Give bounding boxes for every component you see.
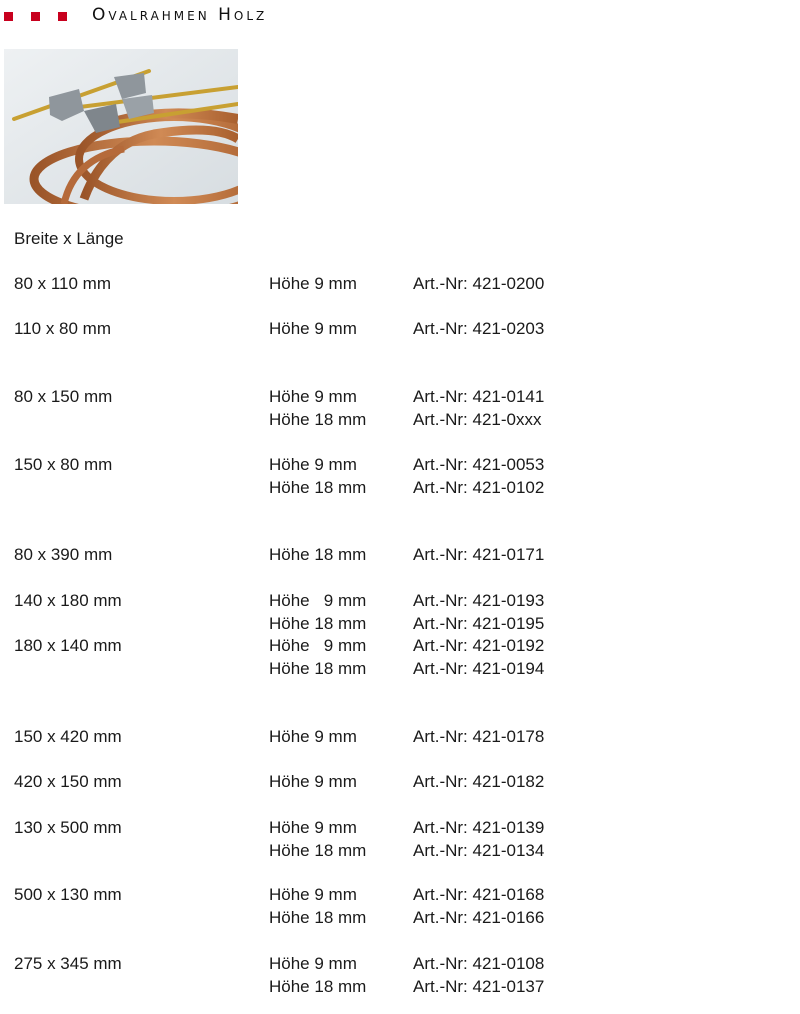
table-row	[14, 319, 634, 343]
article-number: Art.-Nr: 421-0171	[413, 545, 545, 564]
frame-height: Höhe 9 mm	[269, 885, 357, 904]
article-number: Art.-Nr: 421-0203	[413, 319, 545, 338]
frame-size: 80 x 390 mm	[14, 545, 113, 564]
frame-height: Höhe 9 mm	[269, 387, 357, 406]
table-row	[14, 591, 634, 615]
article-number: Art.-Nr: 421-0200	[413, 274, 545, 293]
frame-height: Höhe 18 mm	[269, 908, 367, 927]
frame-height: Höhe 18 mm	[269, 977, 367, 996]
table-row	[14, 818, 634, 842]
article-number: Art.-Nr: 421-0182	[413, 772, 545, 791]
article-number: Art.-Nr: 421-0193	[413, 591, 545, 610]
article-number: Art.-Nr: 421-0137	[413, 977, 545, 996]
article-number: Art.-Nr: 421-0102	[413, 478, 545, 497]
oval-wooden-frames-photo-icon	[4, 49, 238, 204]
red-square-bullet-icon	[58, 12, 67, 21]
table-row	[14, 545, 634, 569]
table-row	[14, 614, 634, 638]
frame-height: Höhe 9 mm	[269, 455, 357, 474]
article-number: Art.-Nr: 421-0xxx	[413, 410, 542, 429]
frame-height: Höhe 9 mm	[269, 319, 357, 338]
article-number: Art.-Nr: 421-0139	[413, 818, 545, 837]
frame-height: Höhe 9 mm	[269, 274, 357, 293]
frame-height: Höhe 9 mm	[269, 772, 357, 791]
table-row	[14, 274, 634, 298]
article-number: Art.-Nr: 421-0178	[413, 727, 545, 746]
table-row	[14, 977, 634, 1001]
table-row	[14, 410, 634, 434]
table-row	[14, 885, 634, 909]
frame-size: 275 x 345 mm	[14, 954, 122, 973]
frame-size: 420 x 150 mm	[14, 772, 122, 791]
article-number: Art.-Nr: 421-0168	[413, 885, 545, 904]
frame-height: Höhe 18 mm	[269, 614, 367, 633]
table-row	[14, 478, 634, 502]
frame-height: Höhe 18 mm	[269, 545, 367, 564]
article-number: Art.-Nr: 421-0141	[413, 387, 545, 406]
red-square-bullet-icon	[31, 12, 40, 21]
page-header	[4, 4, 524, 26]
frame-size: 80 x 110 mm	[14, 274, 112, 293]
article-number: Art.-Nr: 421-0053	[413, 455, 545, 474]
frame-size: 130 x 500 mm	[14, 818, 122, 837]
frame-size: 150 x 80 mm	[14, 455, 113, 474]
product-photo	[4, 49, 238, 204]
article-number: Art.-Nr: 421-0192	[413, 636, 545, 655]
frame-height: Höhe 9 mm	[269, 954, 357, 973]
article-number: Art.-Nr: 421-0134	[413, 841, 545, 860]
table-row	[14, 772, 634, 796]
table-row	[14, 954, 634, 978]
frame-height: Höhe 18 mm	[269, 410, 367, 429]
table-row	[14, 387, 634, 411]
table-row	[14, 841, 634, 865]
frame-height: Höhe 9 mm	[269, 727, 357, 746]
frame-size: 140 x 180 mm	[14, 591, 122, 610]
page-title: Ovalrahmen Holz	[92, 5, 268, 25]
article-number: Art.-Nr: 421-0166	[413, 908, 545, 927]
frame-height: Höhe 9 mm	[269, 636, 367, 655]
frame-size: 180 x 140 mm	[14, 636, 122, 655]
dimension-label: Breite x Länge	[14, 229, 124, 248]
frame-height: Höhe 18 mm	[269, 478, 367, 497]
frame-height: Höhe 9 mm	[269, 591, 367, 610]
frame-size: 110 x 80 mm	[14, 319, 112, 338]
article-number: Art.-Nr: 421-0194	[413, 659, 545, 678]
table-row	[14, 636, 634, 660]
table-row	[14, 727, 634, 751]
red-square-bullet-icon	[4, 12, 13, 21]
frame-size: 500 x 130 mm	[14, 885, 122, 904]
frame-height: Höhe 9 mm	[269, 818, 357, 837]
frame-size: 80 x 150 mm	[14, 387, 113, 406]
article-number: Art.-Nr: 421-0108	[413, 954, 545, 973]
table-row	[14, 455, 634, 479]
article-number: Art.-Nr: 421-0195	[413, 614, 545, 633]
table-row	[14, 659, 634, 683]
frame-height: Höhe 18 mm	[269, 659, 367, 678]
frame-height: Höhe 18 mm	[269, 841, 367, 860]
table-row	[14, 908, 634, 932]
frame-size: 150 x 420 mm	[14, 727, 122, 746]
